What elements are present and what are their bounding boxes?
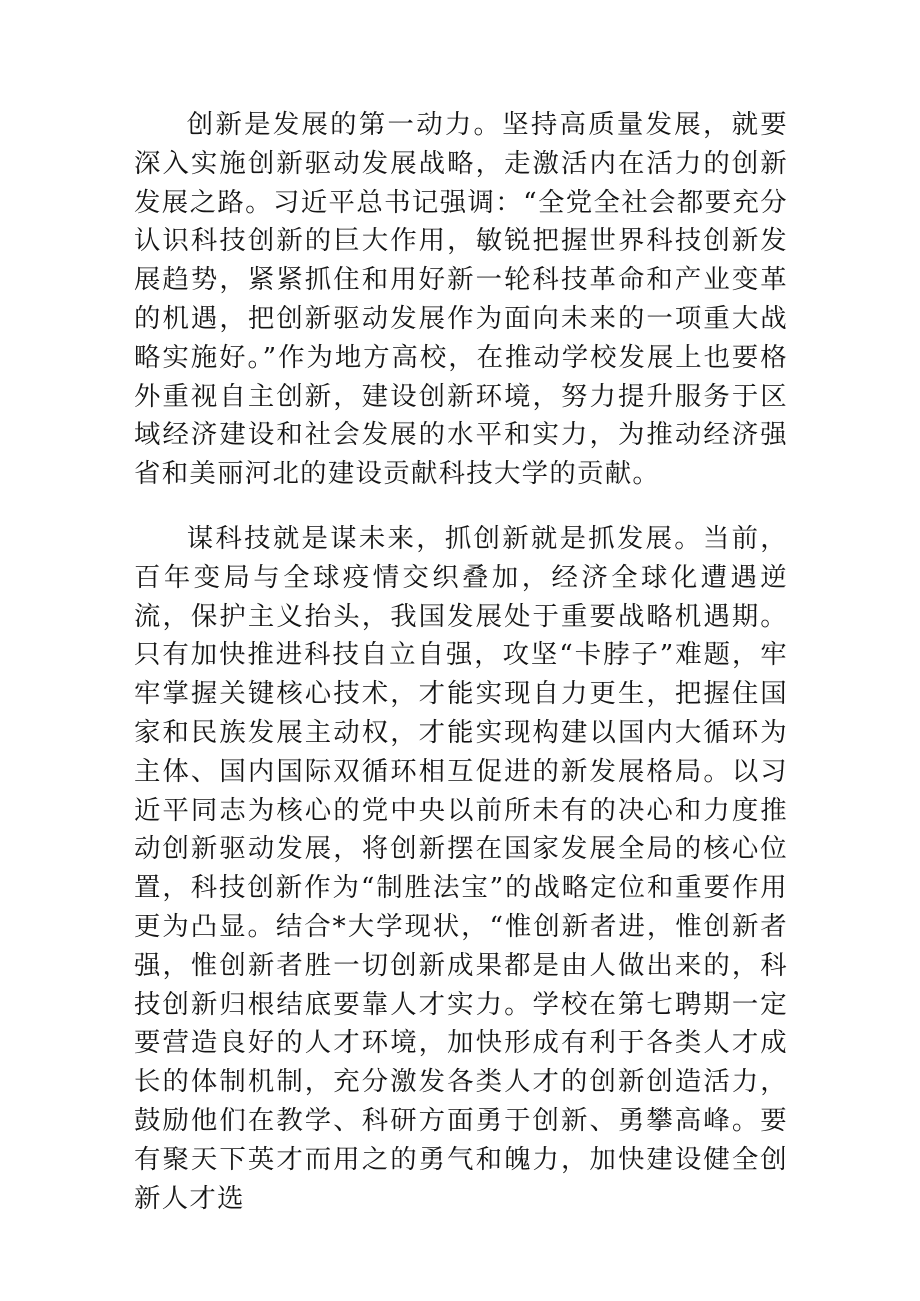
paragraph-science-and-talent: 谋科技就是谋未来，抓创新就是抓发展。当前，百年变局与全球疫情交织叠加，经济全球化遭遇逆流，保护主义抬头，我国发展处于重要战略机遇期。只有加快推进科技自立自强，攻坚“卡脖子”难题，牢牢掌握关键核心技术，才能实现自力更生，把握住国家和民族发展主动权，才能实现构建以国内大循环为主体、国内国际双循环相互促进的新发展格局。以习近平同志为核心的党中央以前所未有的决心和力度推动创新驱动发展，将创新摆在国家发展全局的核心位置，科技创新作为“制胜法宝”的战略定位和重要作用更为凸显。结合*大学现状，“惟创新者进，惟创新者强，惟创新者胜一切创新成果都是由人做出来的，科技创新归根结底要靠人才实力。学校在第七聘期一定要营造良好的人才环境，加快形成有利于各类人才成长的体制机制，充分激发各类人才的创新创造活力，鼓励他们在教学、科研方面勇于创新、勇攀高峰。要有聚天下英才而用之的勇气和魄力，加快建设健全创新人才选 bbox=[134, 522, 788, 1214]
paragraph-innovation-driven-development: 创新是发展的第一动力。坚持高质量发展，就要深入实施创新驱动发展战略，走激活内在活力的创新发展之路。习近平总书记强调：“全党全社会都要充分认识科技创新的巨大作用，敏锐把握世界科技创新发展趋势，紧紧抓住和用好新一轮科技革命和产业变革的机遇，把创新驱动发展作为面向未来的一项重大战略实施好。”作为地方高校，在推动学校发展上也要格外重视自主创新，建设创新环境，努力提升服务于区域经济建设和社会发展的水平和实力，为推动经济强省和美丽河北的建设贡献科技大学的贡献。 bbox=[134, 109, 788, 490]
